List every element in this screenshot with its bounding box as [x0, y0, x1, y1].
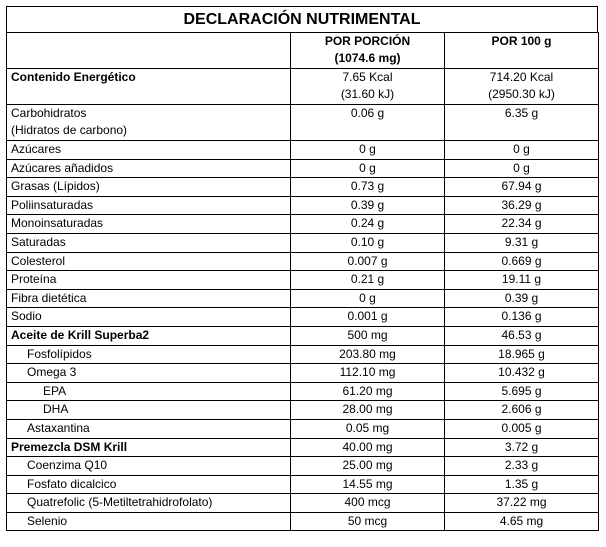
nutrient-label	[7, 419, 291, 438]
nutrient-label	[7, 401, 291, 420]
per-100g-value-main: 0 g	[513, 142, 530, 156]
per-serving-value-main: 400 mcg	[344, 495, 391, 510]
table-row	[7, 308, 599, 327]
nutrient-name: Carbohidratos	[11, 106, 87, 120]
per-100g-value	[445, 308, 599, 327]
header-serving-size: (1074.6 mg)	[334, 51, 401, 65]
nutrient-name: Aceite de Krill Superba2	[11, 327, 150, 342]
nutrient-name: Colesterol	[11, 253, 66, 268]
nutrient-label	[7, 382, 291, 401]
nutrient-label	[7, 438, 291, 457]
nutrient-name: Sodio	[11, 309, 42, 324]
per-100g-value	[445, 178, 599, 197]
nutrient-name: Fosfolípidos	[27, 346, 92, 361]
per-100g-value-main: 10.432 g	[498, 365, 545, 380]
table-row	[7, 494, 599, 513]
nutrient-name: Coenzima Q10	[27, 458, 108, 473]
per-100g-value	[445, 289, 599, 308]
per-100g-value-main: 46.53 g	[501, 327, 542, 342]
nutrient-label	[7, 141, 291, 160]
per-100g-value-main: 36.29 g	[501, 197, 542, 212]
per-serving-value-main: 7.65 Kcal	[342, 70, 393, 84]
nutrient-label	[7, 289, 291, 308]
per-100g-value-main: 19.11 g	[501, 272, 542, 287]
header-row	[7, 33, 599, 69]
per-serving-value-main: 40.00 mg	[342, 439, 393, 454]
per-serving-value	[291, 252, 445, 271]
table-row	[7, 364, 599, 383]
per-100g-value-main: 6.35 g	[504, 106, 539, 120]
nutrient-name-secondary: (Hidratos de carbono)	[11, 123, 128, 137]
nutrition-table	[6, 32, 599, 531]
per-100g-value	[445, 382, 599, 401]
nutrient-name: Monoinsaturadas	[11, 216, 104, 231]
table-row	[7, 326, 599, 345]
nutrient-label	[7, 105, 291, 141]
per-serving-value-main: 0.21 g	[350, 272, 385, 287]
nutrient-label	[7, 252, 291, 271]
per-serving-value	[291, 69, 445, 105]
per-100g-value	[445, 512, 599, 531]
per-100g-value	[445, 345, 599, 364]
per-100g-value	[445, 401, 599, 420]
nutrition-declaration	[6, 6, 598, 531]
per-100g-value	[445, 159, 599, 178]
nutrient-name: Azúcares añadidos	[11, 160, 114, 175]
per-serving-value	[291, 271, 445, 290]
per-100g-value-main: 1.35 g	[504, 476, 539, 491]
nutrient-name: Fibra dietética	[11, 290, 87, 305]
table-row	[7, 215, 599, 234]
table-row	[7, 438, 599, 457]
table-row	[7, 419, 599, 438]
table-row	[7, 512, 599, 531]
nutrient-label	[7, 475, 291, 494]
nutrient-label	[7, 457, 291, 476]
per-serving-value-main: 28.00 mg	[342, 402, 393, 417]
table-row	[7, 252, 599, 271]
table-row	[7, 159, 599, 178]
per-serving-value	[291, 141, 445, 160]
per-100g-value-main: 5.695 g	[501, 383, 542, 398]
per-serving-value	[291, 308, 445, 327]
per-100g-value	[445, 475, 599, 494]
per-serving-value	[291, 457, 445, 476]
per-100g-value-main: 0.39 g	[504, 290, 539, 305]
table-row	[7, 457, 599, 476]
per-100g-value	[445, 69, 599, 105]
per-100g-value	[445, 438, 599, 457]
nutrient-name: EPA	[43, 383, 67, 398]
table-row	[7, 196, 599, 215]
per-100g-value-main: 714.20 Kcal	[489, 70, 554, 84]
per-serving-value	[291, 196, 445, 215]
nutrient-label	[7, 512, 291, 531]
nutrient-label	[7, 494, 291, 513]
per-serving-value	[291, 326, 445, 345]
per-100g-value	[445, 233, 599, 252]
per-serving-value-main: 0.007 g	[347, 253, 388, 268]
nutrient-label	[7, 308, 291, 327]
nutrient-label	[7, 326, 291, 345]
per-serving-value	[291, 345, 445, 364]
per-100g-value	[445, 364, 599, 383]
nutrient-name: Contenido Energético	[11, 70, 136, 84]
per-100g-value-main: 2.606 g	[501, 402, 542, 417]
per-100g-value	[445, 252, 599, 271]
per-serving-value-secondary: (31.60 kJ)	[340, 87, 395, 101]
per-serving-value-main: 61.20 mg	[342, 383, 393, 398]
per-serving-value-main: 0.39 g	[350, 197, 385, 212]
nutrient-label	[7, 196, 291, 215]
header-nutrient	[7, 33, 291, 69]
per-serving-value-main: 14.55 mg	[342, 476, 393, 491]
per-100g-value-main: 18.965 g	[498, 346, 545, 361]
per-100g-value-main: 9.31 g	[504, 234, 539, 249]
header-per-serving	[291, 33, 445, 69]
per-serving-value	[291, 382, 445, 401]
per-100g-value-main: 22.34 g	[501, 216, 542, 231]
per-serving-value	[291, 512, 445, 531]
per-100g-value	[445, 326, 599, 345]
per-100g-value-main: 0.136 g	[501, 309, 542, 324]
nutrient-name: Quatrefolic (5-Metiltetrahidrofolato)	[27, 495, 213, 510]
nutrient-label	[7, 271, 291, 290]
per-serving-value	[291, 475, 445, 494]
per-100g-value	[445, 215, 599, 234]
per-serving-value-main: 0.001 g	[347, 309, 388, 324]
nutrient-name: Proteína	[11, 272, 57, 287]
per-serving-value	[291, 233, 445, 252]
per-100g-value-main: 67.94 g	[501, 179, 542, 194]
per-serving-value-main: 0 g	[359, 142, 376, 156]
nutrient-name: Premezcla DSM Krill	[11, 439, 128, 454]
nutrient-label	[7, 364, 291, 383]
per-100g-value-main: 2.33 g	[504, 458, 539, 473]
nutrient-name: Selenio	[27, 513, 68, 528]
nutrient-name: Grasas (Lípidos)	[11, 179, 100, 194]
per-serving-value	[291, 159, 445, 178]
per-100g-value	[445, 494, 599, 513]
per-100g-value	[445, 105, 599, 141]
per-100g-value	[445, 196, 599, 215]
per-serving-value-main: 0.06 g	[350, 106, 385, 120]
nutrient-name: Poliinsaturadas	[11, 197, 94, 212]
table-row	[7, 271, 599, 290]
table-row	[7, 233, 599, 252]
nutrient-name: Fosfato dicalcico	[27, 476, 117, 491]
per-serving-value-main: 0.73 g	[350, 179, 385, 194]
per-serving-value	[291, 215, 445, 234]
table-row	[7, 382, 599, 401]
per-serving-value-main: 25.00 mg	[342, 458, 393, 473]
table-row	[7, 141, 599, 160]
per-serving-value-main: 500 mg	[347, 327, 388, 342]
per-100g-value-main: 37.22 mg	[496, 495, 547, 510]
per-serving-value	[291, 178, 445, 197]
table-row	[7, 178, 599, 197]
per-serving-value-main: 0 g	[359, 160, 376, 175]
per-serving-value	[291, 289, 445, 308]
per-100g-value	[445, 419, 599, 438]
header-per-100g: POR 100 g	[445, 33, 599, 69]
per-serving-value-main: 112.10 mg	[339, 365, 396, 380]
per-100g-value	[445, 141, 599, 160]
nutrient-label	[7, 178, 291, 197]
nutrient-name: Astaxantina	[27, 420, 90, 435]
per-serving-value-main: 0 g	[359, 290, 376, 305]
per-serving-value	[291, 494, 445, 513]
per-serving-value	[291, 401, 445, 420]
nutrition-rows	[7, 69, 599, 531]
nutrient-label	[7, 345, 291, 364]
per-serving-value-main: 203.80 mg	[339, 346, 396, 361]
per-serving-value-main: 0.24 g	[350, 216, 385, 231]
per-serving-value	[291, 419, 445, 438]
nutrient-name: Saturadas	[11, 234, 66, 249]
nutrient-name: Omega 3	[27, 365, 77, 380]
header-per-serving-label: POR PORCIÓN	[324, 34, 411, 48]
table-row	[7, 401, 599, 420]
per-100g-value-main: 0 g	[513, 160, 530, 175]
nutrient-label	[7, 69, 291, 105]
nutrient-label	[7, 159, 291, 178]
nutrient-name: DHA	[43, 402, 69, 417]
nutrient-name: Azúcares	[11, 142, 62, 156]
table-row	[7, 105, 599, 141]
per-100g-value	[445, 271, 599, 290]
table-row	[7, 69, 599, 105]
table-row	[7, 475, 599, 494]
per-100g-value-main: 4.65 mg	[499, 513, 544, 528]
per-100g-value-main: 0.005 g	[501, 420, 542, 435]
per-serving-value-main: 0.05 mg	[345, 420, 390, 435]
table-title: DECLARACIÓN NUTRIMENTAL	[6, 6, 598, 32]
per-100g-value-main: 0.669 g	[501, 253, 542, 268]
per-100g-value-main: 3.72 g	[504, 439, 539, 454]
table-row	[7, 289, 599, 308]
per-100g-value-secondary: (2950.30 kJ)	[488, 87, 555, 101]
per-serving-value	[291, 105, 445, 141]
nutrient-label	[7, 215, 291, 234]
per-serving-value-main: 0.10 g	[350, 234, 385, 249]
table-row	[7, 345, 599, 364]
per-serving-value	[291, 364, 445, 383]
per-serving-value-main: 50 mcg	[347, 513, 388, 528]
per-serving-value	[291, 438, 445, 457]
per-100g-value	[445, 457, 599, 476]
nutrient-label	[7, 233, 291, 252]
